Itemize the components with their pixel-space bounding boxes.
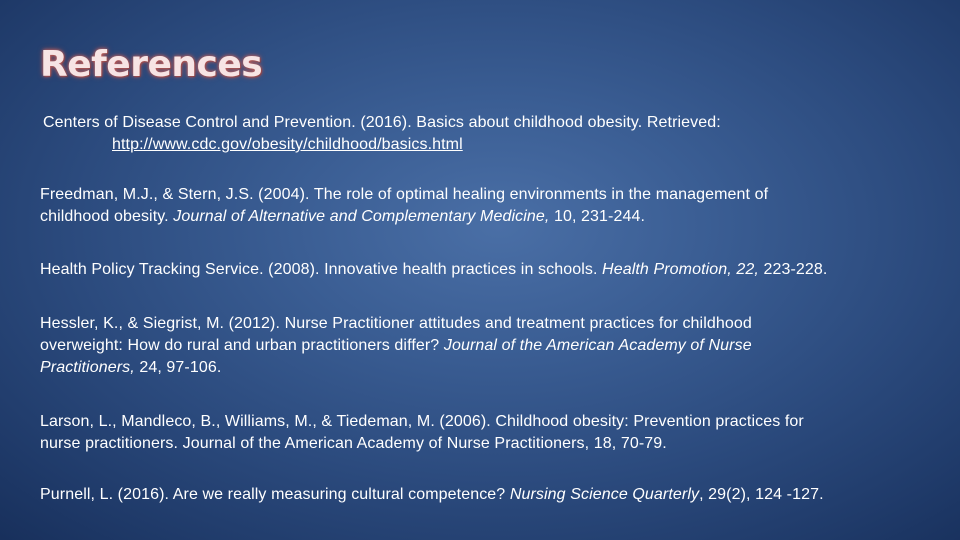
reference-text: 10, 231-244.	[549, 208, 646, 225]
reference-item	[40, 484, 940, 506]
journal-title: Nursing Science Quarterly	[509, 486, 700, 503]
journal-title: Journal of the American Academy of Nurse	[443, 337, 752, 354]
reference-text: Freedman, M.J., & Stern, J.S. (2004). The role of optimal healing environments in the management of	[40, 186, 769, 203]
journal-title: Journal of Alternative and Complementary Medicine,	[173, 208, 550, 225]
reference-text: Larson, L., Mandleco, B., Williams, M., & Tiedeman, M. (2006). Childhood obesity: Prevention practices for	[40, 413, 804, 430]
journal-title: Practitioners,	[40, 359, 135, 376]
reference-item	[40, 259, 940, 281]
reference-text: Centers of Disease Control and Prevention. (2016). Basics about childhood obesity. Retrieved:	[43, 114, 721, 131]
reference-item	[40, 411, 940, 455]
reference-text: nurse practitioners. Journal of the American Academy of Nurse Practitioners, 18, 70-79.	[40, 435, 667, 452]
reference-text: , 29(2), 124 -127.	[699, 486, 824, 503]
reference-item	[40, 313, 940, 379]
reference-text: Purnell, L. (2016). Are we really measuring cultural competence?	[40, 486, 510, 503]
reference-text: 24, 97-106.	[134, 359, 222, 376]
reference-item	[40, 184, 940, 228]
slide-title: References	[40, 44, 263, 85]
reference-text: 223-228.	[758, 261, 828, 278]
journal-title: Health Promotion, 22,	[602, 261, 759, 278]
reference-text: Health Policy Tracking Service. (2008). Innovative health practices in schools.	[40, 261, 603, 278]
reference-text: childhood obesity.	[40, 208, 174, 225]
reference-item	[43, 112, 943, 156]
reference-text: Hessler, K., & Siegrist, M. (2012). Nurse Practitioner attitudes and treatment practices for childhood	[40, 315, 752, 332]
reference-link[interactable]: http://www.cdc.gov/obesity/childhood/basics.html	[112, 136, 463, 153]
reference-text: overweight: How do rural and urban practitioners differ?	[40, 337, 444, 354]
